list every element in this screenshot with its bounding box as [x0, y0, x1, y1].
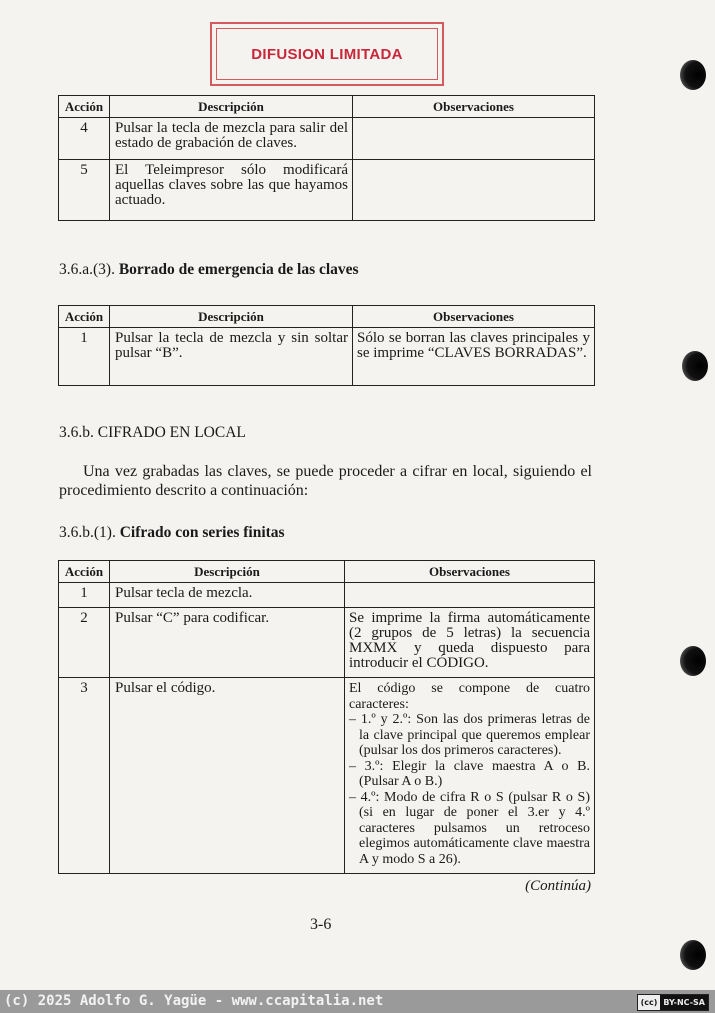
col-header-descripcion: Descripción [110, 561, 345, 583]
list-item: – 3.º: Elegir la clave maestra A o B. (Pulsar A o B.) [349, 758, 590, 789]
row-observaciones [353, 118, 595, 160]
continues-note: (Continúa) [525, 878, 591, 894]
row-accion: 1 [59, 328, 110, 386]
row-observaciones: Se imprime la firma automáticamente (2 grupos de 5 letras) la secuencia MXMX y queda dispuesto para introducir el CÓDIGO. [345, 608, 595, 678]
row-descripcion: Pulsar “C” para codificar. [110, 608, 345, 678]
table-row [59, 608, 595, 678]
copyright-text: (c) 2025 Adolfo G. Yagüe - www.ccapitalia.net [4, 993, 384, 1009]
list-item: – 4.º: Modo de cifra R o S (pulsar R o S) (si en lugar de poner el 3.er y 4.º caracteres pulsamos un retroceso elegimos automáticamente clave maestra A y modo S a 26). [349, 789, 590, 867]
row-accion: 3 [59, 678, 110, 874]
table-row [59, 328, 595, 386]
row-observaciones [353, 160, 595, 221]
row-descripcion: Pulsar tecla de mezcla. [110, 583, 345, 608]
obs-intro: El código se compone de cuatro caracteres: [349, 681, 590, 712]
row-descripcion: Pulsar la tecla de mezcla y sin soltar pulsar “B”. [110, 328, 353, 386]
cc-license-badge[interactable] [637, 994, 709, 1011]
col-header-descripcion: Descripción [110, 96, 353, 118]
row-descripcion: Pulsar el código. [110, 678, 345, 874]
stamp-text: DIFUSION LIMITADA [251, 45, 403, 63]
binder-hole [680, 940, 706, 970]
row-descripcion: El Teleimpresor sólo modificará aquellas claves sobre las que hayamos actuado. [110, 160, 353, 221]
license-label: BY-NC-SA [660, 995, 708, 1010]
col-header-observaciones: Observaciones [345, 561, 595, 583]
col-header-descripcion: Descripción [110, 306, 353, 328]
row-observaciones [345, 678, 595, 874]
col-header-accion: Acción [59, 306, 110, 328]
row-accion: 1 [59, 583, 110, 608]
table-header-row [59, 96, 595, 118]
page-number: 3-6 [310, 916, 332, 933]
row-accion: 4 [59, 118, 110, 160]
col-header-accion: Acción [59, 96, 110, 118]
section-heading-series-finitas: 3.6.b.(1). Cifrado con series finitas [59, 524, 285, 541]
table-claves-grabacion [58, 95, 595, 221]
section-heading-borrado: 3.6.a.(3). Borrado de emergencia de las claves [59, 261, 359, 278]
binder-hole [680, 60, 706, 90]
col-header-accion: Acción [59, 561, 110, 583]
table-cifrado-series-finitas [58, 560, 595, 874]
col-header-observaciones: Observaciones [353, 96, 595, 118]
obs-list [349, 712, 590, 867]
table-row [59, 160, 595, 221]
row-descripcion: Pulsar la tecla de mezcla para salir del estado de grabación de claves. [110, 118, 353, 160]
cc-icon: (cc) [640, 998, 658, 1007]
table-header-row [59, 561, 595, 583]
table-row [59, 118, 595, 160]
row-observaciones [345, 583, 595, 608]
table-row [59, 678, 595, 874]
list-item: – 1.º y 2.º: Son las dos primeras letras de la clave principal que queremos emplear (pulsar los dos primeros caracteres). [349, 712, 590, 758]
binder-hole [680, 646, 706, 676]
table-row [59, 583, 595, 608]
row-accion: 5 [59, 160, 110, 221]
section-heading-cifrado-local: 3.6.b. CIFRADO EN LOCAL [59, 424, 246, 441]
table-header-row [59, 306, 595, 328]
row-observaciones: Sólo se borran las claves principales y se imprime “CLAVES BORRADAS”. [353, 328, 595, 386]
col-header-observaciones: Observaciones [353, 306, 595, 328]
table-borrado-emergencia [58, 305, 595, 386]
intro-paragraph: Una vez grabadas las claves, se puede proceder a cifrar en local, siguiendo el procedimiento descrito a continuación: [59, 463, 592, 499]
row-accion: 2 [59, 608, 110, 678]
binder-hole [682, 351, 708, 381]
copyright-footer [0, 990, 715, 1013]
classification-stamp [210, 22, 444, 86]
